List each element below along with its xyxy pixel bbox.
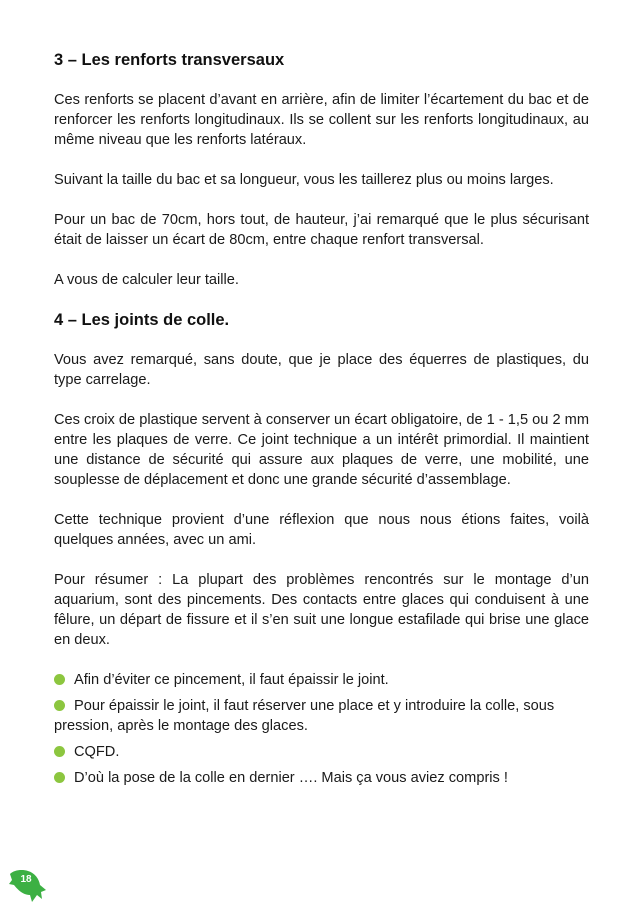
bullet-dot-icon — [54, 772, 65, 783]
paragraph: Vous avez remarqué, sans doute, que je place des équerres de plastiques, du type carrelage. — [54, 352, 589, 388]
page-content — [54, 50, 589, 794]
bullet-dot-icon — [54, 700, 65, 711]
bullet-list — [54, 670, 589, 788]
list-item-text: D’où la pose de la colle en dernier …. Mais ça vous aviez compris ! — [74, 770, 508, 786]
paragraph: Suivant la taille du bac et sa longueur, vous les taillerez plus ou moins larges. — [54, 172, 554, 188]
paragraph: Ces croix de plastique servent à conserver un écart obligatoire, de 1 - 1,5 ou 2 mm entre les plaques de verre. Ce joint technique a un intérêt primordial. Il maintient une distance de sécurité qui assure aux plaques de verre, une mobilité, une souplesse de déplacement et donc une grande sécurité d’assemblage. — [54, 412, 589, 488]
list-item-text: CQFD. — [74, 744, 120, 760]
list-item — [54, 742, 589, 762]
page-number: 18 — [20, 874, 32, 885]
section-4-title: 4 – Les joints de colle. — [54, 311, 230, 329]
paragraph: Cette technique provient d’une réflexion que nous nous étions faites, voilà quelques années, avec un ami. — [54, 512, 589, 548]
bullet-dot-icon — [54, 674, 65, 685]
paragraph: Pour résumer : La plupart des problèmes rencontrés sur le montage d’un aquarium, sont des pincements. Des contacts entre glaces qui conduisent à une fêlure, un départ de fissure et il s’en suit une longue estafilade qui brise une glace en deux. — [54, 572, 589, 648]
paragraph: A vous de calculer leur taille. — [54, 272, 239, 288]
list-item-text: Afin d’éviter ce pincement, il faut épaissir le joint. — [74, 672, 389, 688]
paragraph: Ces renforts se placent d’avant en arrière, afin de limiter l’écartement du bac et de renforcer les renforts longitudinaux. Ils se collent sur les renforts longitudinaux, au même niveau que les renforts latéraux. — [54, 92, 589, 148]
list-item — [54, 670, 589, 690]
paragraph: Pour un bac de 70cm, hors tout, de hauteur, j’ai remarqué que le plus sécurisant était de laisser un écart de 80cm, entre chaque renfort transversal. — [54, 212, 589, 248]
section-3-title: 3 – Les renforts transversaux — [54, 51, 285, 69]
bullet-dot-icon — [54, 746, 65, 757]
list-item-text: Pour épaissir le joint, il faut réserver une place et y introduire la colle, sous pression, après le montage des glaces. — [54, 698, 555, 734]
list-item — [54, 768, 589, 788]
list-item — [54, 696, 589, 736]
